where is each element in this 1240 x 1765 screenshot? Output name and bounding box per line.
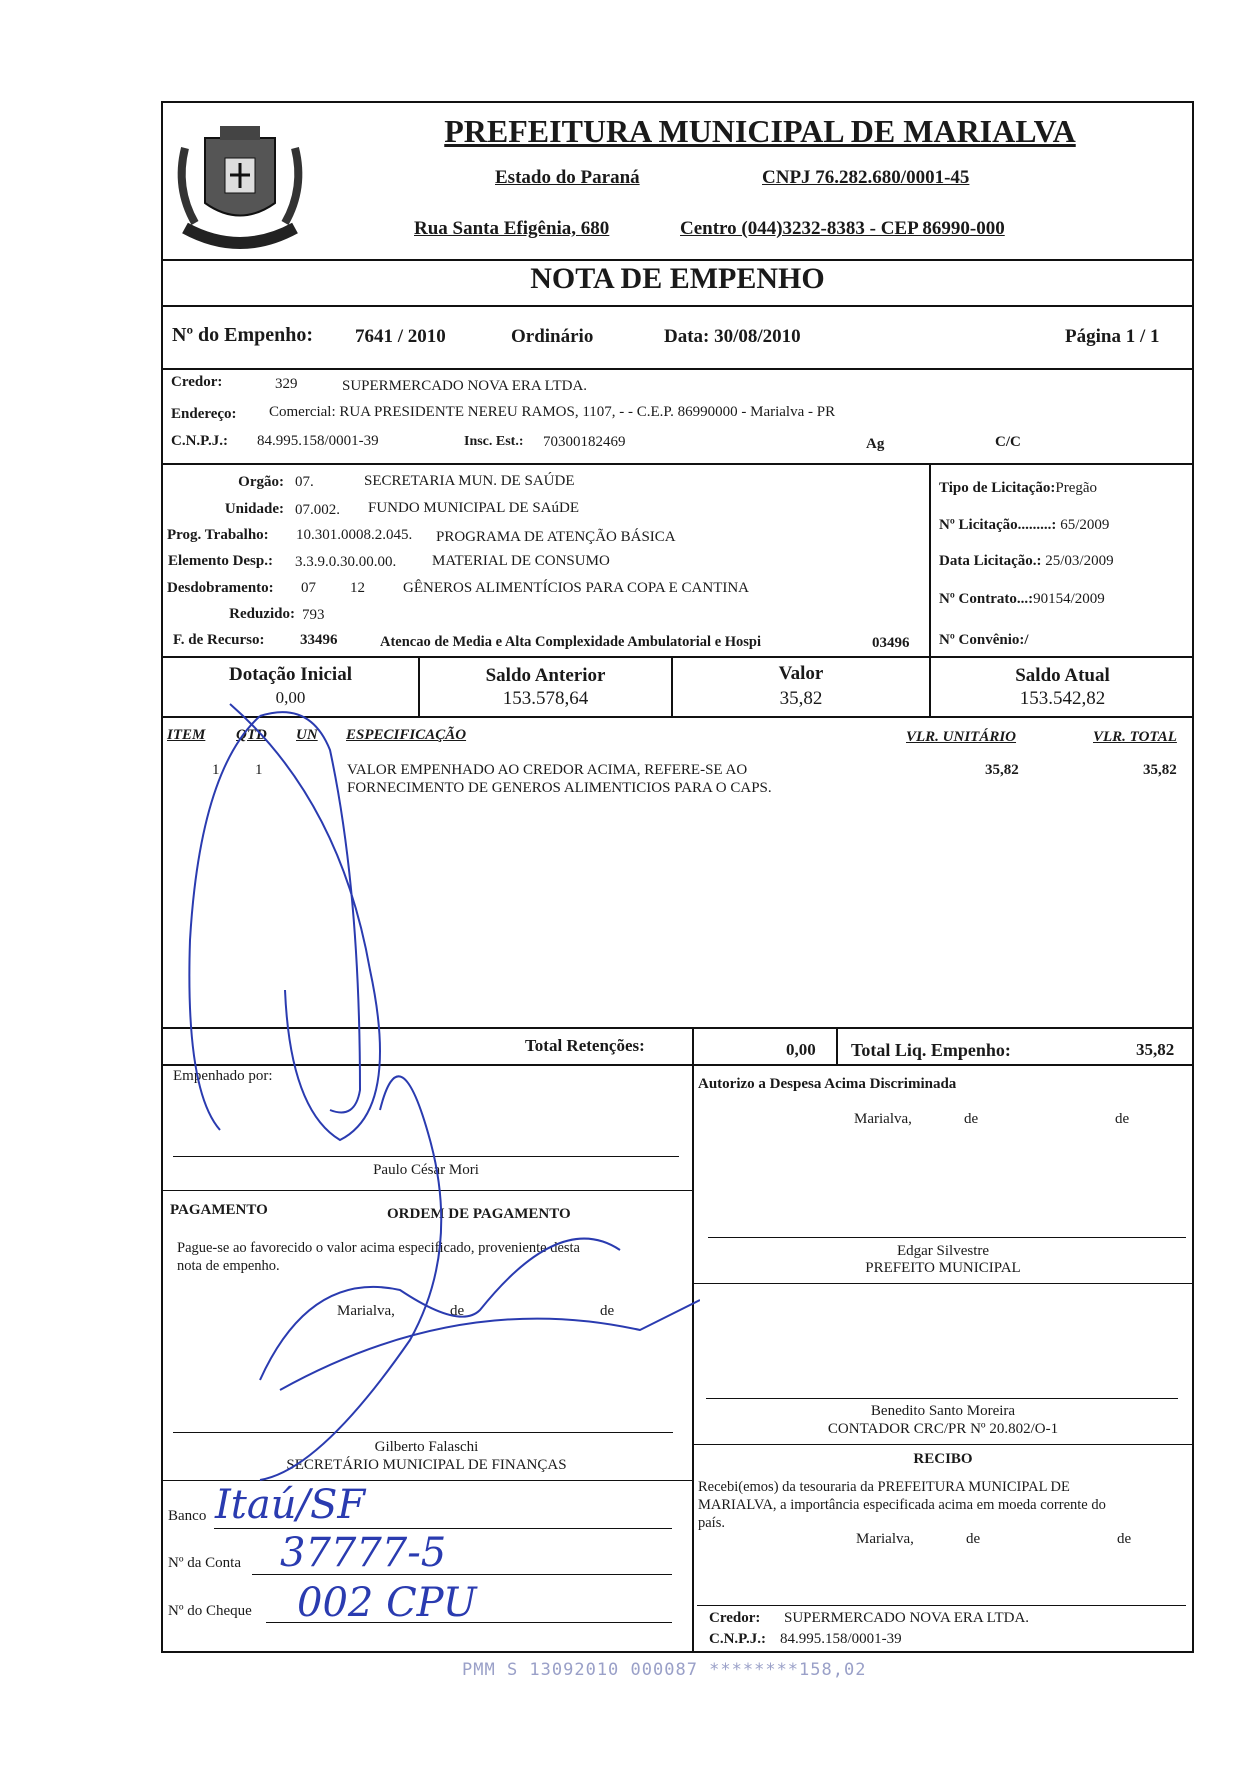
row-total-value: 35,82 — [1143, 762, 1177, 778]
elemento-label: Elemento Desp.: — [168, 553, 273, 569]
handwritten-signature — [160, 690, 700, 1490]
reduzido-value: 793 — [302, 607, 325, 623]
col-unit-header: VLR. UNITÁRIO — [906, 729, 1017, 745]
data-licitacao — [939, 553, 1114, 570]
header-address: Rua Santa Efigênia, 680 — [414, 218, 610, 239]
pagamento-de-2: de — [600, 1303, 615, 1319]
row-spec-line2: FORNECIMENTO DE GENEROS ALIMENTICIOS PARA O CAPS. — [347, 780, 772, 796]
recibo-cnpj-value: 84.995.158/0001-39 — [780, 1631, 902, 1647]
contrato — [939, 591, 1105, 608]
insc-value: 70300182469 — [543, 434, 626, 450]
col-qtd-header: QTD — [236, 727, 267, 743]
autorizo-de-1: de — [964, 1111, 979, 1127]
saldo-anterior-label: Saldo Anterior — [485, 665, 606, 686]
saldo-anterior-value: 153.578,64 — [502, 688, 589, 709]
pagamento-de-1: de — [450, 1303, 465, 1319]
unidade-code: 07.002. — [295, 502, 340, 518]
conta-label: Nº da Conta — [168, 1555, 241, 1571]
recibo-de-1: de — [966, 1531, 981, 1547]
processing-stamp: PMM S 13092010 000087 ********158,02 — [462, 1660, 867, 1680]
num-licitacao-label: Nº Licitação.........: — [939, 517, 1057, 533]
unidade-label: Unidade: — [224, 501, 284, 517]
pagamento-text-1: Pague-se ao favorecido o valor acima especificado, proveniente desta — [177, 1240, 580, 1256]
credor-code: 329 — [275, 376, 298, 392]
convenio-label: Nº Convênio:/ — [939, 632, 1029, 648]
pagamento-label: PAGAMENTO — [170, 1202, 268, 1218]
col-spec-header: ESPECIFICAÇÃO — [346, 727, 467, 743]
num-licitacao — [939, 517, 1109, 534]
empenho-number: 7641 / 2010 — [355, 326, 446, 347]
pagamento-place: Marialva, — [337, 1303, 395, 1319]
total-liq-label: Total Liq. Empenho: — [851, 1040, 1011, 1060]
page-title: PREFEITURA MUNICIPAL DE MARIALVA — [444, 113, 1076, 149]
desdobramento-label: Desdobramento: — [167, 580, 274, 596]
tipo-licitacao-value: Pregão — [1055, 480, 1098, 496]
tipo-licitacao — [939, 480, 1097, 497]
cc-label: C/C — [995, 434, 1021, 450]
dotacao-inicial-label: Dotação Inicial — [229, 664, 352, 685]
valor-label: Valor — [778, 663, 824, 684]
recurso-label: F. de Recurso: — [173, 632, 265, 648]
insc-label: Insc. Est.: — [464, 434, 524, 449]
desdobramento-2: 12 — [350, 580, 365, 596]
page-number: Página 1 / 1 — [1065, 326, 1160, 347]
contador-name: Benedito Santo Moreira — [870, 1403, 1016, 1419]
total-retencoes-value: 0,00 — [786, 1040, 816, 1059]
num-licitacao-value: 65/2009 — [1060, 517, 1110, 533]
row-qtd: 1 — [255, 762, 263, 778]
conta-handwritten: 37777-5 — [280, 1530, 447, 1576]
recibo-credor-label: Credor: — [709, 1610, 761, 1626]
prog-label: Prog. Trabalho: — [167, 527, 269, 543]
saldo-atual-value: 153.542,82 — [1019, 688, 1106, 709]
ag-label: Ag — [866, 436, 885, 452]
empenhado-label: Empenhado por: — [173, 1068, 273, 1084]
secretario-role: SECRETÁRIO MUNICIPAL DE FINANÇAS — [286, 1457, 567, 1473]
recurso-code-2: 03496 — [872, 635, 910, 651]
cheque-label: Nº do Cheque — [168, 1603, 252, 1619]
recibo-title: RECIBO — [913, 1451, 973, 1467]
recurso-desc: Atencao de Media e Alta Complexidade Ambulatorial e Hospi — [380, 634, 762, 650]
desdobramento-desc: GÊNEROS ALIMENTÍCIOS PARA COPA E CANTINA — [403, 580, 750, 596]
data-licitacao-value: 25/03/2009 — [1045, 553, 1114, 569]
autorizo-label: Autorizo a Despesa Acima Discriminada — [698, 1076, 957, 1092]
dotacao-inicial-value: 0,00 — [275, 688, 306, 707]
data-licitacao-label: Data Licitação.: — [939, 553, 1042, 569]
recibo-place: Marialva, — [856, 1531, 914, 1547]
contrato-label: Nº Contrato...: — [939, 591, 1034, 607]
credor-name: SUPERMERCADO NOVA ERA LTDA. — [342, 378, 588, 394]
contrato-value: 90154/2009 — [1033, 591, 1105, 607]
banco-label: Banco — [168, 1508, 207, 1524]
recibo-text-2: MARIALVA, a importância especificada acima em moeda corrente do — [698, 1497, 1106, 1513]
total-liq-value: 35,82 — [1136, 1040, 1175, 1059]
empenho-type: Ordinário — [511, 326, 594, 347]
valor-value: 35,82 — [779, 688, 823, 709]
orgao-label: Orgão: — [238, 474, 284, 490]
secretario-name: Gilberto Falaschi — [374, 1439, 479, 1455]
cnpj-value: 84.995.158/0001-39 — [257, 433, 379, 449]
header-address-2: Centro (044)3232-8383 - CEP 86990-000 — [680, 218, 1005, 239]
col-un-header: UN — [296, 727, 318, 743]
col-item-header: ITEM — [167, 727, 206, 743]
prog-code: 10.301.0008.2.045. — [296, 527, 413, 543]
header-cnpj: CNPJ 76.282.680/0001-45 — [762, 167, 970, 188]
recurso-code: 33496 — [300, 632, 338, 648]
desdobramento-1: 07 — [301, 580, 316, 596]
recibo-de-2: de — [1117, 1531, 1132, 1547]
contador-role: CONTADOR CRC/PR Nº 20.802/O-1 — [827, 1421, 1059, 1437]
elemento-desc: MATERIAL DE CONSUMO — [432, 553, 610, 569]
unidade-desc: FUNDO MUNICIPAL DE SAúDE — [368, 500, 579, 516]
prefeito-role: PREFEITO MUNICIPAL — [865, 1260, 1021, 1276]
endereco-value: Comercial: RUA PRESIDENTE NEREU RAMOS, 1107, - - C.E.P. 86990000 - Marialva - PR — [269, 404, 836, 420]
header-state: Estado do Paraná — [495, 167, 640, 188]
recibo-cnpj-label: C.N.P.J.: — [709, 1631, 766, 1647]
empenhado-name: Paulo César Mori — [373, 1162, 479, 1178]
prefeito-name: Edgar Silvestre — [896, 1243, 990, 1259]
elemento-code: 3.3.9.0.30.00.00. — [295, 554, 397, 570]
autorizo-place: Marialva, — [854, 1111, 912, 1127]
tipo-licitacao-label: Tipo de Licitação: — [939, 480, 1056, 496]
autorizo-de-2: de — [1115, 1111, 1130, 1127]
ordem-pagamento-label: ORDEM DE PAGAMENTO — [387, 1206, 571, 1222]
recibo-credor-value: SUPERMERCADO NOVA ERA LTDA. — [784, 1610, 1030, 1626]
col-total-header: VLR. TOTAL — [1093, 729, 1177, 745]
document-title: NOTA DE EMPENHO — [530, 262, 825, 295]
prog-desc: PROGRAMA DE ATENÇÃO BÁSICA — [436, 529, 676, 545]
orgao-desc: SECRETARIA MUN. DE SAÚDE — [364, 473, 575, 489]
credor-label: Credor: — [171, 374, 223, 390]
empenho-number-label: Nº do Empenho: — [172, 324, 314, 346]
row-spec-line1: VALOR EMPENHADO AO CREDOR ACIMA, REFERE-SE AO — [347, 762, 748, 778]
recibo-text-1: Recebi(emos) da tesouraria da PREFEITURA MUNICIPAL DE — [698, 1479, 1070, 1495]
orgao-code: 07. — [295, 474, 314, 490]
cnpj-label: C.N.P.J.: — [171, 433, 228, 449]
saldo-atual-label: Saldo Atual — [1015, 665, 1110, 686]
pagamento-text-2: nota de empenho. — [177, 1258, 280, 1274]
empenho-date: Data: 30/08/2010 — [664, 326, 801, 347]
reduzido-label: Reduzido: — [229, 606, 295, 622]
row-item: 1 — [212, 762, 220, 778]
endereco-label: Endereço: — [171, 406, 237, 422]
banco-handwritten: Itaú/SF — [215, 1482, 366, 1528]
row-unit-value: 35,82 — [985, 762, 1019, 778]
total-retencoes-label: Total Retenções: — [525, 1036, 645, 1055]
recibo-text-3: país. — [698, 1515, 725, 1531]
cheque-handwritten: 002 CPU — [297, 1580, 477, 1626]
